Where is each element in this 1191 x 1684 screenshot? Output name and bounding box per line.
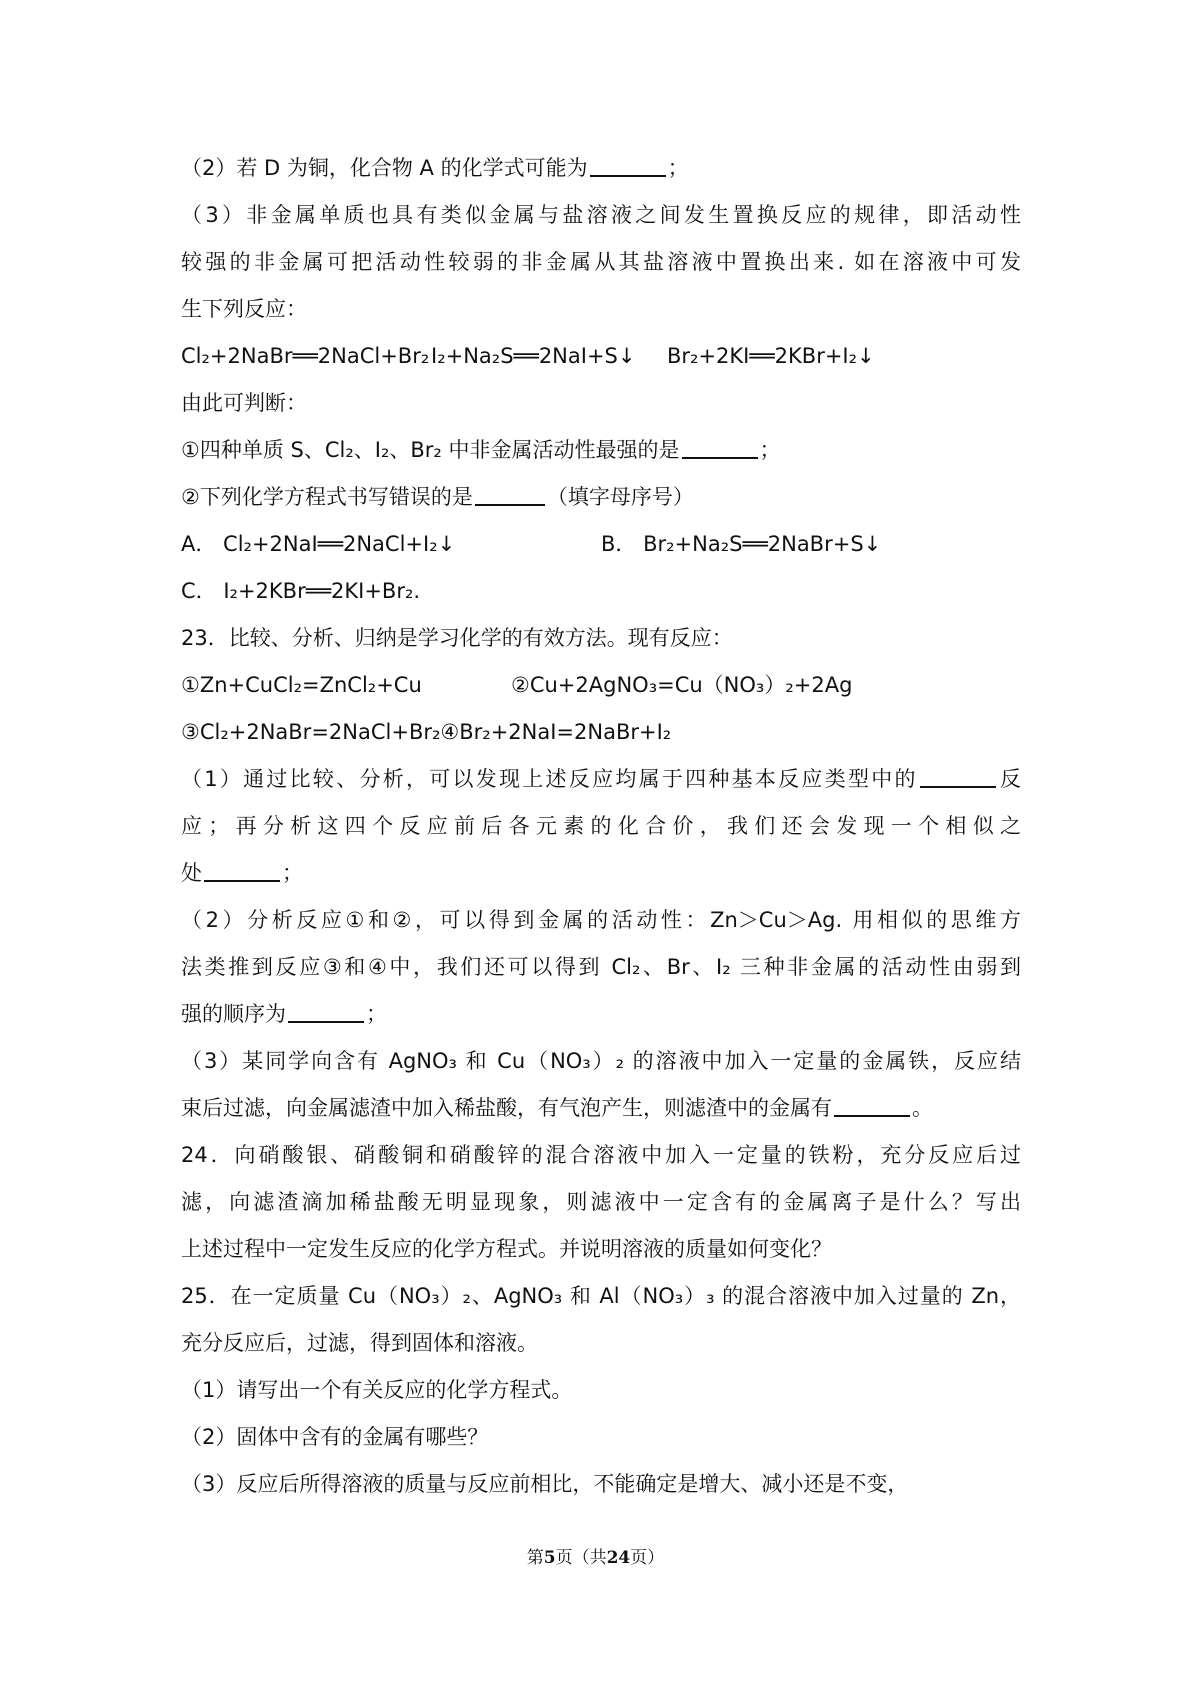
- footer-pre: 第: [526, 1548, 544, 1568]
- q23-reactions-34: ③Cl₂+2NaBr=2NaCl+Br₂④Br₂+2NaI=2NaBr+I₂: [181, 720, 672, 744]
- q23-part1-line1: [181, 756, 1021, 803]
- q23-part1-end: ；: [282, 861, 303, 885]
- q24-line1: 24．向硝酸银、硝酸铜和硝酸锌的混合溶液中加入一定量的铁粉，充分反应后过: [181, 1143, 1021, 1167]
- q22-part2-end: ；: [667, 156, 689, 180]
- footer-mid: 页（共: [555, 1548, 607, 1568]
- equation-3: Br₂+2KI══2KBr+I₂↓: [667, 344, 875, 368]
- q23-part3-line1: （3）某同学向含有 AgNO₃ 和 Cu（NO₃）₂ 的溶液中加入一定量的金属铁，反应结: [181, 1049, 1021, 1073]
- q22-part3-line1: （3）非金属单质也具有类似金属与盐溶液之间发生置换反应的规律，即活动性: [181, 203, 1021, 227]
- q22-options-ab: [181, 521, 1021, 568]
- equation-2: I₂+Na₂S══2NaI+S↓: [431, 344, 636, 368]
- reaction-2: ②Cu+2AgNO₃=Cu（NO₃）₂+2Ag: [511, 673, 853, 697]
- answer-blank: [920, 760, 996, 788]
- q23-part3-line2: [181, 1085, 1021, 1132]
- q23-part1-line2: 应；再分析这四个反应前后各元素的化合价，我们还会发现一个相似之: [181, 814, 1021, 838]
- equation-1: Cl₂+2NaBr══2NaCl+Br₂: [181, 344, 430, 368]
- option-b: B． Br₂+Na₂S══2NaBr+S↓: [601, 532, 882, 556]
- q25-sub2: （2）固体中含有的金属有哪些？: [181, 1425, 489, 1449]
- q22-part3-line3: 生下列反应：: [181, 297, 307, 321]
- q23-part1-text: （1）通过比较、分析，可以发现上述反应均属于四种基本反应类型中的: [181, 767, 918, 791]
- answer-blank: [682, 431, 758, 459]
- q22-part2-text: （2）若 D 为铜，化合物 A 的化学式可能为: [181, 156, 588, 180]
- q22-part3-line2: 较强的非金属可把活动性较弱的非金属从其盐溶液中置换出来. 如在溶液中可发: [181, 250, 1021, 274]
- q22-sub2-end: （填字母序号）: [546, 485, 694, 509]
- option-c: C． I₂+2KBr══2KI+Br₂.: [181, 579, 421, 603]
- answer-blank: [834, 1089, 910, 1117]
- q23-part1-line3-text: 处: [181, 861, 202, 885]
- answer-blank: [590, 149, 666, 177]
- page-content: [181, 145, 1021, 1508]
- q23-part1-text-b: 反: [997, 767, 1022, 791]
- q24-line2: 滤，向滤渣滴加稀盐酸无明显现象，则滤液中一定含有的金属离子是什么？写出: [181, 1190, 1021, 1214]
- answer-blank: [288, 995, 364, 1023]
- footer-page-number: 5: [543, 1548, 556, 1568]
- q23-part2-line1: （2）分析反应①和②，可以得到金属的活动性：Zn＞Cu＞Ag. 用相似的思维方: [181, 908, 1021, 932]
- footer-total-pages: 24: [606, 1548, 631, 1568]
- q22-judge: 由此可判断：: [181, 391, 307, 415]
- q25-line2: 充分反应后，过滤，得到固体和溶液。: [181, 1331, 538, 1355]
- q23-part2-line3: [181, 991, 1021, 1038]
- page-footer: [0, 1543, 1191, 1568]
- q23-part2-end: ；: [366, 1002, 387, 1026]
- q25-sub3: （3）反应后所得溶液的质量与反应前相比，不能确定是增大、减小还是不变，: [181, 1472, 909, 1496]
- q22-equations: [181, 333, 1021, 380]
- q22-sub1-end: ；: [759, 438, 781, 462]
- q25-sub1: （1）请写出一个有关反应的化学方程式。: [181, 1378, 573, 1402]
- q22-sub2: [181, 474, 1021, 521]
- answer-blank: [204, 854, 280, 882]
- q22-sub1-text: ①四种单质 S、Cl₂、I₂、Br₂ 中非金属活动性最强的是: [181, 438, 680, 462]
- q22-part2: [181, 145, 1021, 192]
- q23-reactions-12: [181, 662, 1021, 709]
- q22-sub1: [181, 427, 1021, 474]
- reaction-1: ①Zn+CuCl₂=ZnCl₂+Cu: [181, 673, 422, 697]
- answer-blank: [475, 478, 545, 506]
- q24-line3: 上述过程中一定发生反应的化学方程式。并说明溶液的质量如何变化？: [181, 1237, 832, 1261]
- q23-part1-line3: [181, 850, 1021, 897]
- q25-line1: 25．在一定质量 Cu（NO₃）₂、AgNO₃ 和 Al（NO₃）₃ 的混合溶液中加入过量的 Zn，: [181, 1284, 1021, 1308]
- q23-part3-line2-text: 束后过滤，向金属滤渣中加入稀盐酸，有气泡产生，则滤渣中的金属有: [181, 1096, 832, 1120]
- q22-sub2-text: ②下列化学方程式书写错误的是: [181, 485, 473, 509]
- q23-title: 23．比较、分析、归纳是学习化学的有效方法。现有反应：: [181, 626, 733, 650]
- q23-part3-end: 。: [912, 1096, 933, 1120]
- q23-part2-line2: 法类推到反应③和④中，我们还可以得到 Cl₂、Br、I₂ 三种非金属的活动性由弱到: [181, 955, 1021, 979]
- option-a: A． Cl₂+2NaI══2NaCl+I₂↓: [181, 532, 456, 556]
- q23-part2-line3-text: 强的顺序为: [181, 1002, 286, 1026]
- footer-post: 页）: [630, 1548, 665, 1568]
